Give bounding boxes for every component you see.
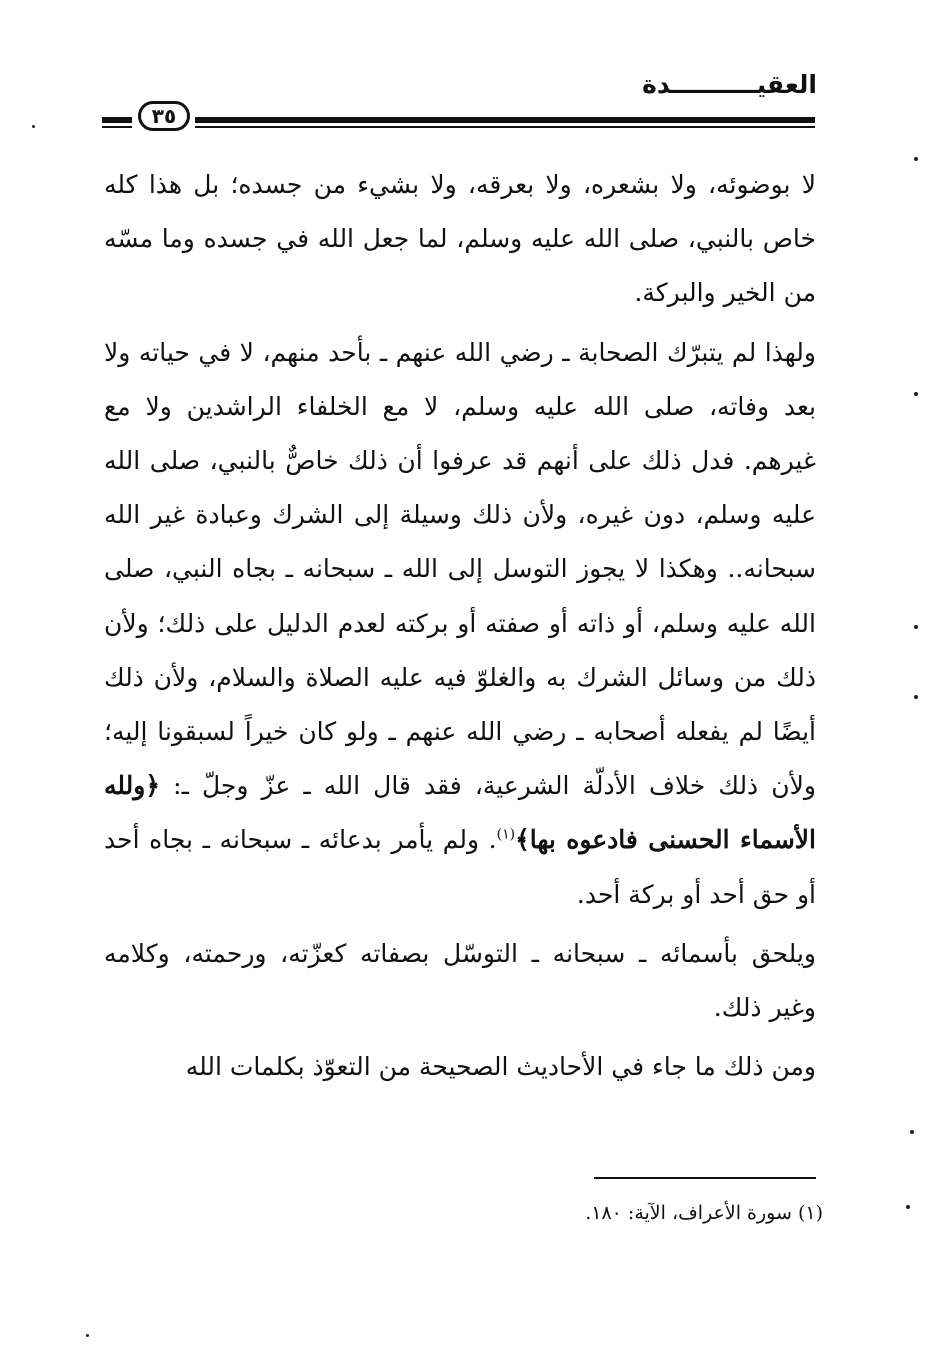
header-rule-short-thin [102, 126, 132, 128]
quran-verse: ﴿ولله الأسماء الحسنى فادعوه بها﴾ [104, 771, 816, 855]
paragraph-3: ويلحق بأسمائه ـ سبحانه ـ التوسّل بصفاته كعزّته، ورحمته، وكلامه وغير ذلك. [104, 938, 816, 1023]
scan-speck [910, 1130, 914, 1134]
paragraph-4: ومن ذلك ما جاء في الأحاديث الصحيحة من التعوّذ بكلمات الله [185, 1052, 816, 1082]
main-text [104, 158, 816, 1099]
book-title: العقيــــــــــدة [642, 70, 817, 99]
scan-speck [86, 1334, 89, 1337]
scan-speck [914, 157, 918, 161]
footnote: (١) سورة الأعراف، الآية: ١٨٠. [585, 1202, 823, 1224]
paragraph-2-text-before: ولهذا لم يتبرّك الصحابة ـ رضي الله عنهم ـ بأحد منهم، لا في حياته ولا بعد وفاته، صلى الله عليه وسلم، لا مع الخلفاء الراشدين ولا مع غيرهم. فدل ذلك على أنهم قد عرفوا أن ذلك خاصٌّ بالنبي، صلى الله عليه وسلم، دون غيره، ولأن ذلك وسيلة إلى الشرك وعبادة غير الله سبحانه.. وهكذا لا يجوز التوسل إلى الله ـ سبحانه ـ بجاه النبي، صلى الله عليه وسلم، أو ذاته أو صفته أو بركته لعدم الدليل على ذلك؛ ولأن ذلك من وسائل الشرك به والغلوّ فيه عليه الصلاة والسلام، ولأن ذلك أيضًا لم يفعله أصحابه ـ رضي الله عنهم ـ ولو كان خيراً لسبقونا إليه؛ ولأن ذلك خلاف الأدلّة الشرعية، فقد قال الله ـ عزّ وجلّ ـ: [104, 337, 816, 801]
paragraph-1: لا بوضوئه، ولا بشعره، ولا بعرقه، ولا بشيء من جسده؛ بل هذا كله خاص بالنبي، صلى الله عليه وسلم، لما جعل الله في جسده وما مسّه من الخير والبركة. [104, 170, 816, 308]
paragraph-2 [104, 326, 816, 922]
footnote-marker: (١) [496, 827, 516, 844]
scan-speck [914, 695, 918, 699]
header-rule-thin [195, 126, 815, 128]
header-rule-short-thick [102, 117, 132, 123]
scan-speck [914, 625, 918, 629]
header-rule-thick [195, 117, 815, 123]
footnote-rule [594, 1177, 816, 1179]
scan-speck [32, 125, 35, 128]
scan-speck [914, 392, 918, 396]
page-number: ٣٥ [138, 101, 190, 131]
scan-speck [906, 1205, 910, 1209]
paragraph-2-text-after: . ولم يأمر بدعائه ـ سبحانه ـ بجاه أحد أو حق أحد أو بركة أحد. [104, 825, 816, 909]
